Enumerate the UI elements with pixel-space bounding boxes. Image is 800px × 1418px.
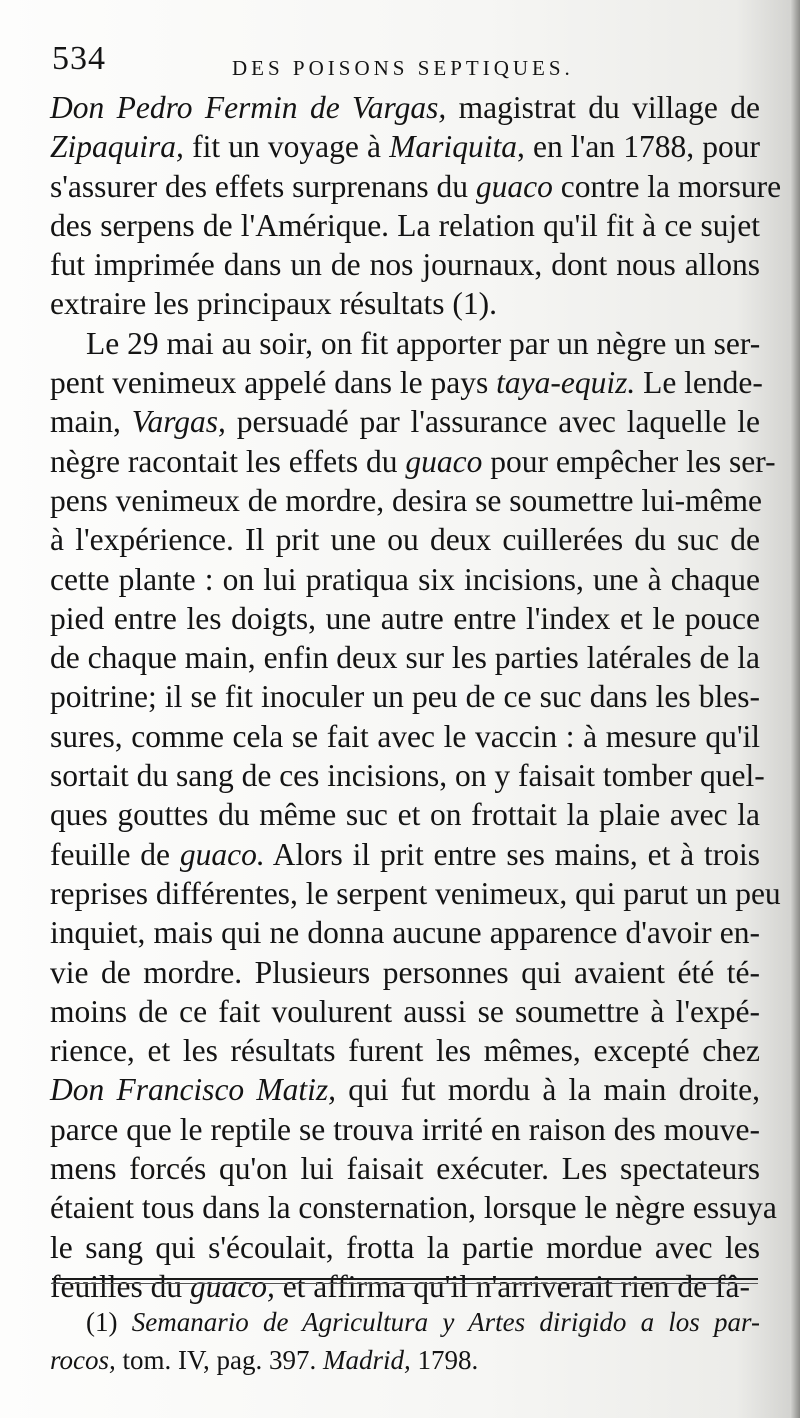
text-run: Le 29 mai au soir, on fit apporter par un nègre un ser- [86,325,761,361]
body-line [50,167,782,206]
text-run: cette plante : on lui pratiqua six incisions, une à chaque [50,561,760,597]
body-line [50,520,760,559]
text-run: Alors il prit entre ses mains, et à trois [264,836,760,872]
italic-text: Vargas, [131,404,226,440]
body-line [50,1110,760,1149]
page-edge-shadow [790,0,800,1418]
text-run: de chaque main, enfin deux sur les parties latérales de la [50,640,760,676]
italic-text: guaco, [189,1268,275,1304]
text-run: pens venimeux de mordre, desira se soumettre lui-même [50,482,763,518]
text-run: moins de ce fait voulurent aussi se soumettre à l'expé- [50,993,760,1029]
body-line [50,402,760,441]
body-line [50,481,763,520]
running-head: DES POISONS SEPTIQUES. [232,56,574,80]
text-run: nègre racontait les effets du [50,443,406,479]
page-header [52,40,760,90]
text-run: parce que le reptile se trouva irrité en raison des mouve- [50,1111,760,1147]
body-line [50,363,763,402]
body-line [50,913,760,952]
italic-text: taya-equiz. [496,365,636,401]
text-run: à l'expérience. Il prit une ou deux cuillerées du suc de [50,522,760,558]
body-line [50,560,760,599]
footnote-line [50,1303,760,1341]
italic-text: guaco [475,168,553,204]
body-line [50,599,760,638]
body-line [50,1031,760,1070]
text-run: fut imprimée dans un de nos journaux, dont nous allons [50,247,760,283]
text-run: et affirma qu'il n'arriverait rien de fâ- [274,1268,750,1304]
italic-text: guaco. [179,836,265,872]
footnote-rule [52,1278,758,1280]
text-run: persuadé par l'assurance avec laquelle le [225,404,760,440]
text-run: reprises différentes, le serpent venimeux, qui parut un peu [50,875,781,911]
text-run: inquiet, mais qui ne donna aucune apparence d'avoir en- [50,915,760,951]
text-run: vie de mordre. Plusieurs personnes qui avaient été té- [50,954,760,990]
text-run: , en l'an 1788, pour [516,129,760,165]
text-run: le sang qui s'écoulait, frotta la partie mordue avec les [50,1229,760,1265]
text-run: ques gouttes du même suc et on frottait la plaie avec la [50,797,760,833]
footnote-line [50,1341,760,1379]
text-run: rience, et les résultats furent les mêmes, excepté chez [50,1033,760,1069]
body-line [50,442,776,481]
body-line [50,284,760,323]
body-line [50,1188,777,1227]
text-run: mens forcés qu'on lui faisait exécuter. Les spectateurs [50,1151,760,1187]
text-run: feuilles du [50,1268,190,1304]
body-line [50,795,760,834]
body-line [50,88,760,127]
text-run: 1798. [410,1345,479,1375]
italic-text: Zipaquira, [50,129,184,165]
body-line [50,245,760,284]
text-run: magistrat du village de [446,90,761,125]
text-run: sortait du sang de ces incisions, on y faisait tomber quel- [50,758,765,794]
text-run: contre la morsure [552,168,782,204]
text-run: pied entre les doigts, une autre entre l'index et le pouce [50,600,760,636]
body-line [50,1149,760,1188]
body-line [50,1267,760,1306]
body-line [50,874,781,913]
body-line [50,1070,760,1109]
body-line [50,756,765,795]
body-line [50,717,760,756]
body-line [50,677,760,716]
text-run: sures, comme cela se fait avec le vaccin : à mesure qu'il [50,718,760,754]
italic-text: Mariquita [389,129,517,165]
italic-text: guaco [405,443,483,479]
body-line [50,324,760,363]
text-run: feuille de [50,836,180,872]
text-run: tom. IV, pag. 397. [115,1345,323,1375]
text-run: s'assurer des effets surprenans du [50,168,476,204]
body-line [50,992,760,1031]
page-number: 534 [52,40,106,77]
italic-text: Madrid, [323,1345,411,1375]
text-run: Le lende- [635,365,763,401]
body-line [50,835,760,874]
text-run: fit un voyage à [183,129,390,165]
body-text [50,88,782,1306]
text-run: étaient tous dans la consternation, lorsque le nègre essuya [50,1190,777,1226]
text-run: poitrine; il se fit inoculer un peu de ce suc dans les bles- [50,679,760,715]
text-run: pour empêcher les ser- [482,443,776,479]
body-line [50,127,760,166]
body-line [50,953,760,992]
italic-text: Don Francisco Matiz, [50,1072,337,1108]
text-run: des serpens de l'Amérique. La relation qu'il fit à ce sujet [50,207,760,243]
italic-text: Don Pedro Fermin de Vargas, [50,90,447,125]
body-line [50,206,760,245]
italic-text: Semanario de Agricultura y Artes dirigido a los par- [131,1307,761,1337]
body-line [50,1228,760,1267]
text-run: qui fut mordu à la main droite, [336,1072,760,1108]
text-run: main, [50,404,132,440]
italic-text: rocos, [50,1345,116,1375]
body-line [50,638,760,677]
text-run: extraire les principaux résultats (1). [50,286,497,322]
text-run: pent venimeux appelé dans le pays [50,365,497,401]
text-run: (1) [86,1307,132,1337]
footnote [50,1303,760,1379]
